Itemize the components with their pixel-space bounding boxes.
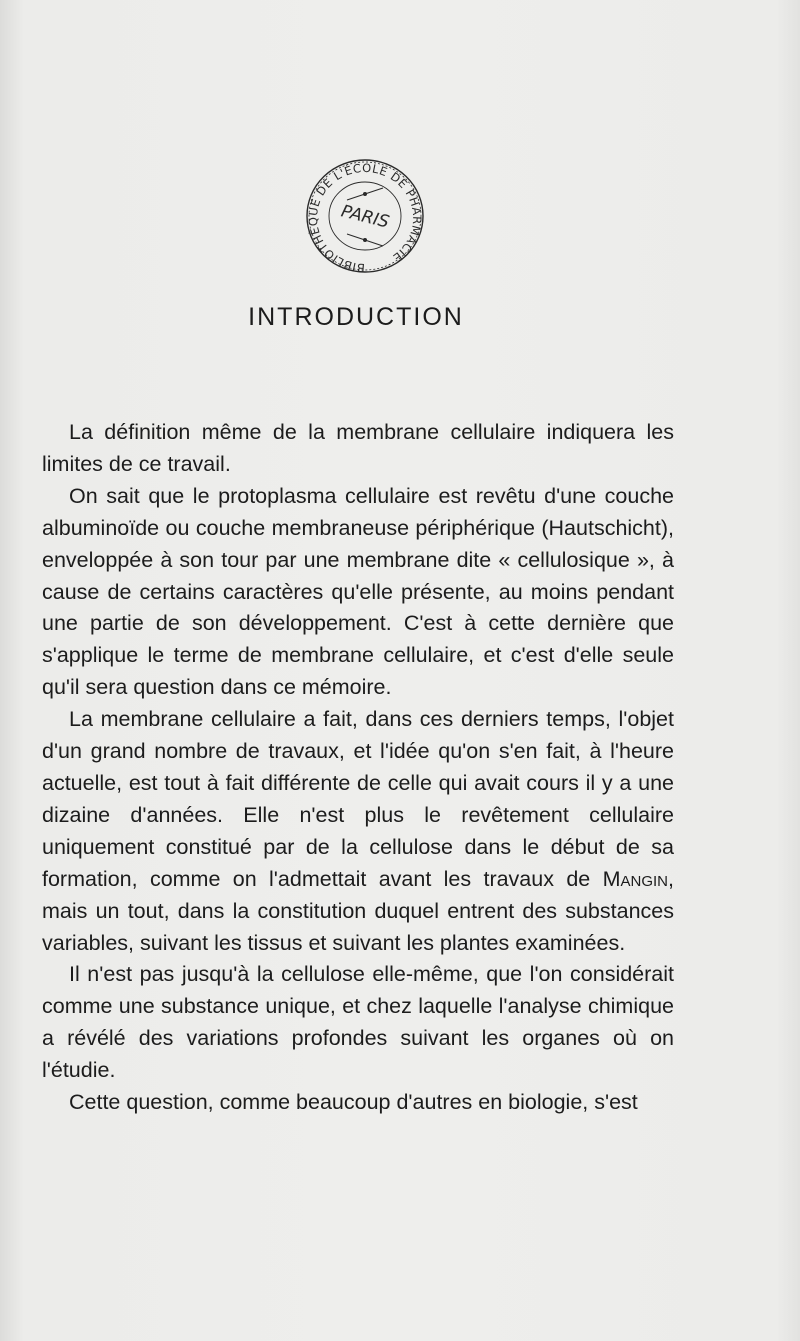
author-name: Mangin xyxy=(602,866,669,891)
paragraph-3-tail: , mais un tout, dans la constitution duquel entrent des substances variables, suivant les tissus et suivant les plantes examinées. xyxy=(42,866,674,955)
paragraph-2: On sait que le protoplasma cellulaire est revêtu d'une couche albuminoïde ou couche membraneuse périphérique (Hautschicht), enveloppée à son tour par une membrane dite « cellulosique », à cause de certains caractères qu'elle présente, au moins pendant une partie de son développement. C'est à cette dernière que s'applique le terme de membrane cellulaire, et c'est d'elle seule qu'il sera question dans ce mémoire. xyxy=(42,483,674,700)
paragraph-4: Il n'est pas jusqu'à la cellulose elle-même, que l'on considérait comme une substance unique, et chez laquelle l'analyse chimique a révélé des variations profondes suivant les organes où on l'étudie. xyxy=(42,962,674,1083)
paragraph-1: La définition même de la membrane cellulaire indiquera les limites de ce travail. xyxy=(42,420,674,476)
library-stamp-seal xyxy=(295,152,435,280)
stamp-center xyxy=(339,188,391,246)
stamp-center-text: PARIS xyxy=(339,201,392,233)
stamp-ring-text: BIBLIOTHÈQUE DE L'ÉCOLE DE PHARMACIE xyxy=(305,160,425,276)
body-text xyxy=(42,417,674,1119)
paragraph-5: Cette question, comme beaucoup d'autres en biologie, s'est xyxy=(69,1090,638,1115)
library-stamp xyxy=(295,152,435,280)
chapter-title: INTRODUCTION xyxy=(248,303,464,331)
paragraph-3 xyxy=(42,704,674,959)
paragraph-3-text: La membrane cellulaire a fait, dans ces derniers temps, l'objet d'un grand nombre de travaux, et l'idée qu'on s'en fait, à l'heure actuelle, est tout à fait différente de celle qui avait cours il y a une dizaine d'années. Elle n'est plus le revêtement cellulaire uniquement constitué par de la cellulose dans le début de sa formation, comme on l'admettait avant les travaux de xyxy=(42,707,674,891)
